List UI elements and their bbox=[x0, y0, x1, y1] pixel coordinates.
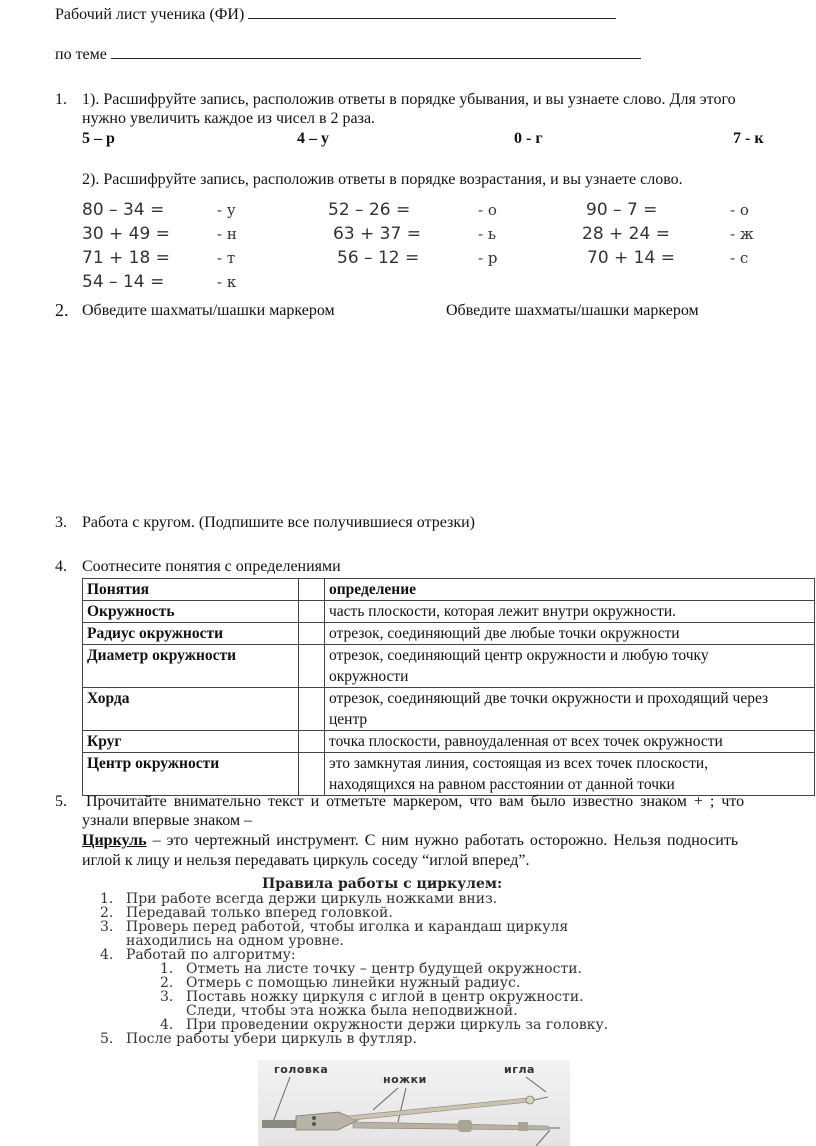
task-1-number: 1. bbox=[55, 91, 67, 108]
concept-cell: Центр окружности bbox=[83, 753, 299, 796]
concept-cell: Диаметр окружности bbox=[83, 645, 299, 688]
expression: 52 – 26 = bbox=[328, 200, 411, 220]
header-definition: определение bbox=[325, 579, 815, 601]
match-cell[interactable] bbox=[299, 753, 325, 796]
label-needle: игла bbox=[504, 1063, 535, 1076]
rule-text: При работе всегда держи циркуль ножками вниз. bbox=[126, 891, 498, 907]
label-head: головка bbox=[274, 1063, 329, 1076]
compass-definition bbox=[82, 831, 738, 851]
match-cell[interactable] bbox=[299, 645, 325, 688]
code-pair: 7 - к bbox=[733, 130, 764, 147]
concept-cell: Круг bbox=[83, 731, 299, 753]
task-5-number: 5. bbox=[55, 793, 67, 810]
task-2-left-text: Обведите шахматы/шашки маркером bbox=[82, 302, 335, 319]
match-cell[interactable] bbox=[299, 623, 325, 645]
rule-number: 2. bbox=[100, 905, 114, 921]
rule-number: 4. bbox=[160, 1017, 174, 1033]
task-5-text: Прочитайте внимательно текст и отметьте маркером, что вам было известно знаком + ; что bbox=[86, 793, 745, 810]
task-1-part1-text-2: нужно увеличить каждое из чисел в 2 раза. bbox=[82, 110, 376, 127]
topic-blank[interactable] bbox=[111, 44, 641, 59]
code-pair: 4 – у bbox=[297, 130, 329, 147]
rule-number: 1. bbox=[160, 961, 174, 977]
code-pair: 0 - г bbox=[514, 130, 543, 147]
expression: 80 – 34 = bbox=[82, 200, 165, 220]
rule-number: 5. bbox=[100, 1031, 114, 1047]
expression-letter: - р bbox=[478, 249, 498, 267]
expression-letter: - ж bbox=[730, 225, 754, 243]
header-concepts: Понятия bbox=[83, 579, 299, 601]
task-4-text: Соотнесите понятия с определениями bbox=[82, 558, 341, 575]
compass-def-text: – это чертежный инструмент. С ним нужно работать осторожно. Нельзя подносить bbox=[146, 832, 739, 849]
expression-letter: - о bbox=[730, 201, 749, 219]
expression: 30 + 49 = bbox=[82, 224, 170, 244]
task-5-text-2: узнали впервые знаком – bbox=[82, 812, 253, 829]
match-cell[interactable] bbox=[299, 731, 325, 753]
expression: 54 – 14 = bbox=[82, 272, 165, 292]
compass-def-text-2: иглой к лицу и нельзя передавать циркуль соседу “иглой вперед”. bbox=[82, 852, 530, 869]
rule-text: Отметь на листе точку – центр будущей окружности. bbox=[186, 961, 582, 977]
rule-number: 4. bbox=[100, 947, 114, 963]
task-2-right-text: Обведите шахматы/шашки маркером bbox=[446, 302, 699, 319]
label-legs: ножки bbox=[383, 1073, 427, 1086]
expression-letter: - с bbox=[730, 249, 749, 267]
task-1-part2-text: 2). Расшифруйте запись, расположив ответы в порядке возрастания, и вы узнаете слово. bbox=[82, 171, 683, 188]
rule-number: 1. bbox=[100, 891, 114, 907]
task-1-part1-text: 1). Расшифруйте запись, расположив ответы в порядке убывания, и вы узнаете слово. Для этого bbox=[82, 91, 736, 108]
expression: 28 + 24 = bbox=[582, 224, 670, 244]
expression: 71 + 18 = bbox=[82, 248, 170, 268]
task-3-number: 3. bbox=[55, 514, 67, 531]
expression: 56 – 12 = bbox=[337, 248, 420, 268]
definition-cell: это замкнутая линия, состоящая из всех точек плоскости, находящихся на равном расстоянии от данной точки bbox=[325, 753, 815, 796]
task-4-number: 4. bbox=[55, 558, 67, 575]
code-pair: 5 – р bbox=[82, 130, 115, 147]
rule-number: 2. bbox=[160, 975, 174, 991]
definitions-table bbox=[82, 578, 815, 796]
table-row bbox=[83, 753, 815, 796]
definition-cell: отрезок, соединяющий две любые точки окружности bbox=[325, 623, 815, 645]
table-header-row bbox=[83, 579, 815, 601]
expression-letter: - у bbox=[217, 201, 236, 219]
definition-cell: точка плоскости, равноудаленная от всех точек окружности bbox=[325, 731, 815, 753]
expression-letter: - н bbox=[217, 225, 237, 243]
rule-number: 3. bbox=[100, 919, 114, 935]
table-row bbox=[83, 731, 815, 753]
match-cell[interactable] bbox=[299, 688, 325, 731]
student-name-blank[interactable] bbox=[248, 4, 616, 19]
rules-title: Правила работы с циркулем: bbox=[262, 876, 503, 892]
table-row bbox=[83, 601, 815, 623]
table-row bbox=[83, 623, 815, 645]
table-row bbox=[83, 688, 815, 731]
student-name-label: Рабочий лист ученика (ФИ) bbox=[55, 6, 245, 23]
rule-text: Работай по алгоритму: bbox=[126, 947, 296, 963]
rule-text: Следи, чтобы эта ножка была неподвижной. bbox=[186, 1003, 518, 1019]
expression: 90 – 7 = bbox=[586, 200, 658, 220]
concept-cell: Радиус окружности bbox=[83, 623, 299, 645]
rule-text: При проведении окружности держи циркуль за головку. bbox=[186, 1017, 609, 1033]
compass-photo bbox=[258, 1060, 570, 1146]
compass-icon bbox=[258, 1060, 570, 1146]
student-name-line bbox=[55, 4, 616, 25]
expression-letter: - т bbox=[217, 249, 236, 267]
expression-letter: - ь bbox=[478, 225, 497, 243]
concept-cell: Окружность bbox=[83, 601, 299, 623]
topic-label: по теме bbox=[55, 46, 107, 63]
expression-letter: - о bbox=[478, 201, 497, 219]
expression: 63 + 37 = bbox=[333, 224, 421, 244]
expression-letter: - к bbox=[217, 273, 237, 291]
expression: 70 + 14 = bbox=[587, 248, 675, 268]
rule-text: Передавай только вперед головкой. bbox=[126, 905, 393, 921]
rule-text: находились на одном уровне. bbox=[126, 933, 344, 949]
topic-line bbox=[55, 44, 641, 65]
rule-number: 3. bbox=[160, 989, 174, 1005]
rule-text: Отмерь с помощью линейки нужный радиус. bbox=[186, 975, 521, 991]
table-row bbox=[83, 645, 815, 688]
rule-text: После работы убери циркуль в футляр. bbox=[126, 1031, 417, 1047]
rule-text: Поставь ножку циркуля с иглой в центр окружности. bbox=[186, 989, 584, 1005]
definition-cell: отрезок, соединяющий центр окружности и любую точку окружности bbox=[325, 645, 815, 688]
compass-term: Циркуль bbox=[82, 832, 147, 849]
definition-cell: отрезок, соединяющий две точки окружности и проходящий через центр bbox=[325, 688, 815, 731]
task-2-number: 2. bbox=[55, 300, 69, 320]
header-blank bbox=[299, 579, 325, 601]
task-3-text: Работа с кругом. (Подпишите все получившиеся отрезки) bbox=[82, 514, 475, 531]
concept-cell: Хорда bbox=[83, 688, 299, 731]
rule-text: Проверь перед работой, чтобы иголка и карандаш циркуля bbox=[126, 919, 569, 935]
match-cell[interactable] bbox=[299, 601, 325, 623]
definition-cell: часть плоскости, которая лежит внутри окружности. bbox=[325, 601, 815, 623]
